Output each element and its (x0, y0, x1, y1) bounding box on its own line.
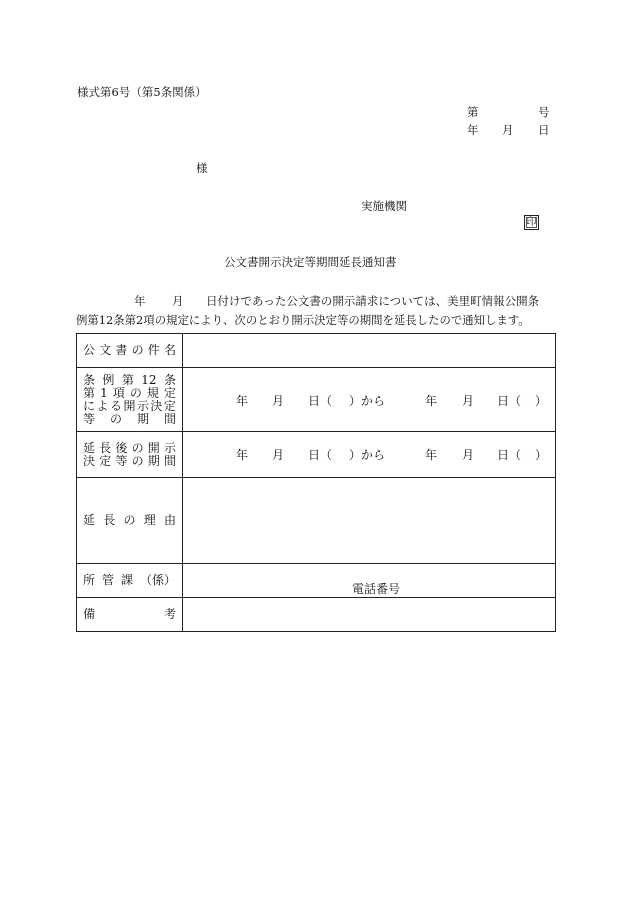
row-extended-period (77, 432, 556, 478)
value-extended-period[interactable] (183, 432, 556, 478)
label-document-name: 公 文 書 の 件 名 (77, 334, 183, 368)
doc-number-dai: 第 (467, 105, 479, 119)
date-to-month: 月 (462, 394, 475, 408)
date-from-month: 月 (272, 394, 285, 408)
body-line1-text: 日付けであった公文書の開示請求については、美里町情報公開条 (206, 294, 540, 308)
row-document-name (77, 334, 556, 368)
value-original-period[interactable] (183, 368, 556, 432)
value-department[interactable] (183, 564, 556, 598)
doc-number-go: 号 (538, 105, 550, 119)
document-title: 公文書開示決定等期間延長通知書 (224, 255, 397, 269)
ext-date-to-month: 月 (462, 448, 475, 462)
ext-date-to-day: 日（ (497, 448, 522, 462)
date-from-close: ）から (349, 394, 386, 408)
date-to-day: 日（ (497, 394, 522, 408)
form-number: 様式第6号（第5条関係） (77, 85, 207, 99)
ext-date-from-close: ）から (349, 448, 386, 462)
ext-date-from-month: 月 (272, 448, 285, 462)
doc-date-day: 日 (538, 123, 550, 137)
ext-date-from-year: 年 (236, 448, 249, 462)
value-remarks[interactable] (183, 598, 556, 632)
ext-date-to-year: 年 (425, 448, 438, 462)
doc-date-month: 月 (502, 123, 514, 137)
date-from-day: 日（ (308, 394, 333, 408)
body-year: 年 (134, 294, 146, 308)
label-original-period: 条 例 第 12 条 第 1 項 の 規 定 に よ る 開 示 決 定 等 の 期 間 (77, 368, 183, 432)
label-extended-period: 延 長 後 の 開 示 決 定 等 の 期 間 (77, 432, 183, 478)
row-remarks (77, 598, 556, 632)
agency-label: 実施機関 (361, 199, 407, 213)
value-reason[interactable] (183, 478, 556, 564)
doc-date-year: 年 (467, 123, 479, 137)
addressee-sama: 様 (196, 161, 208, 175)
body-line2-text: 例第12条第2項の規定により、次のとおり開示決定等の期間を延長したので通知します。 (76, 313, 530, 327)
label-remarks: 備 考 (77, 598, 183, 632)
date-to-year: 年 (425, 394, 438, 408)
label-department: 所 管 課 （係） (77, 564, 183, 598)
value-document-name[interactable] (183, 334, 556, 368)
ext-date-to-close: ） (535, 448, 548, 462)
label-reason: 延 長 の 理 由 (77, 478, 183, 564)
row-original-period (77, 368, 556, 432)
seal-mark: 印 (524, 215, 539, 230)
date-from-year: 年 (236, 394, 249, 408)
ext-date-from-day: 日（ (308, 448, 333, 462)
body-month: 月 (172, 294, 184, 308)
notice-table (76, 333, 556, 632)
row-reason (77, 478, 556, 564)
row-department (77, 564, 556, 598)
date-to-close: ） (535, 394, 548, 408)
phone-label: 電話番号 (352, 582, 401, 596)
